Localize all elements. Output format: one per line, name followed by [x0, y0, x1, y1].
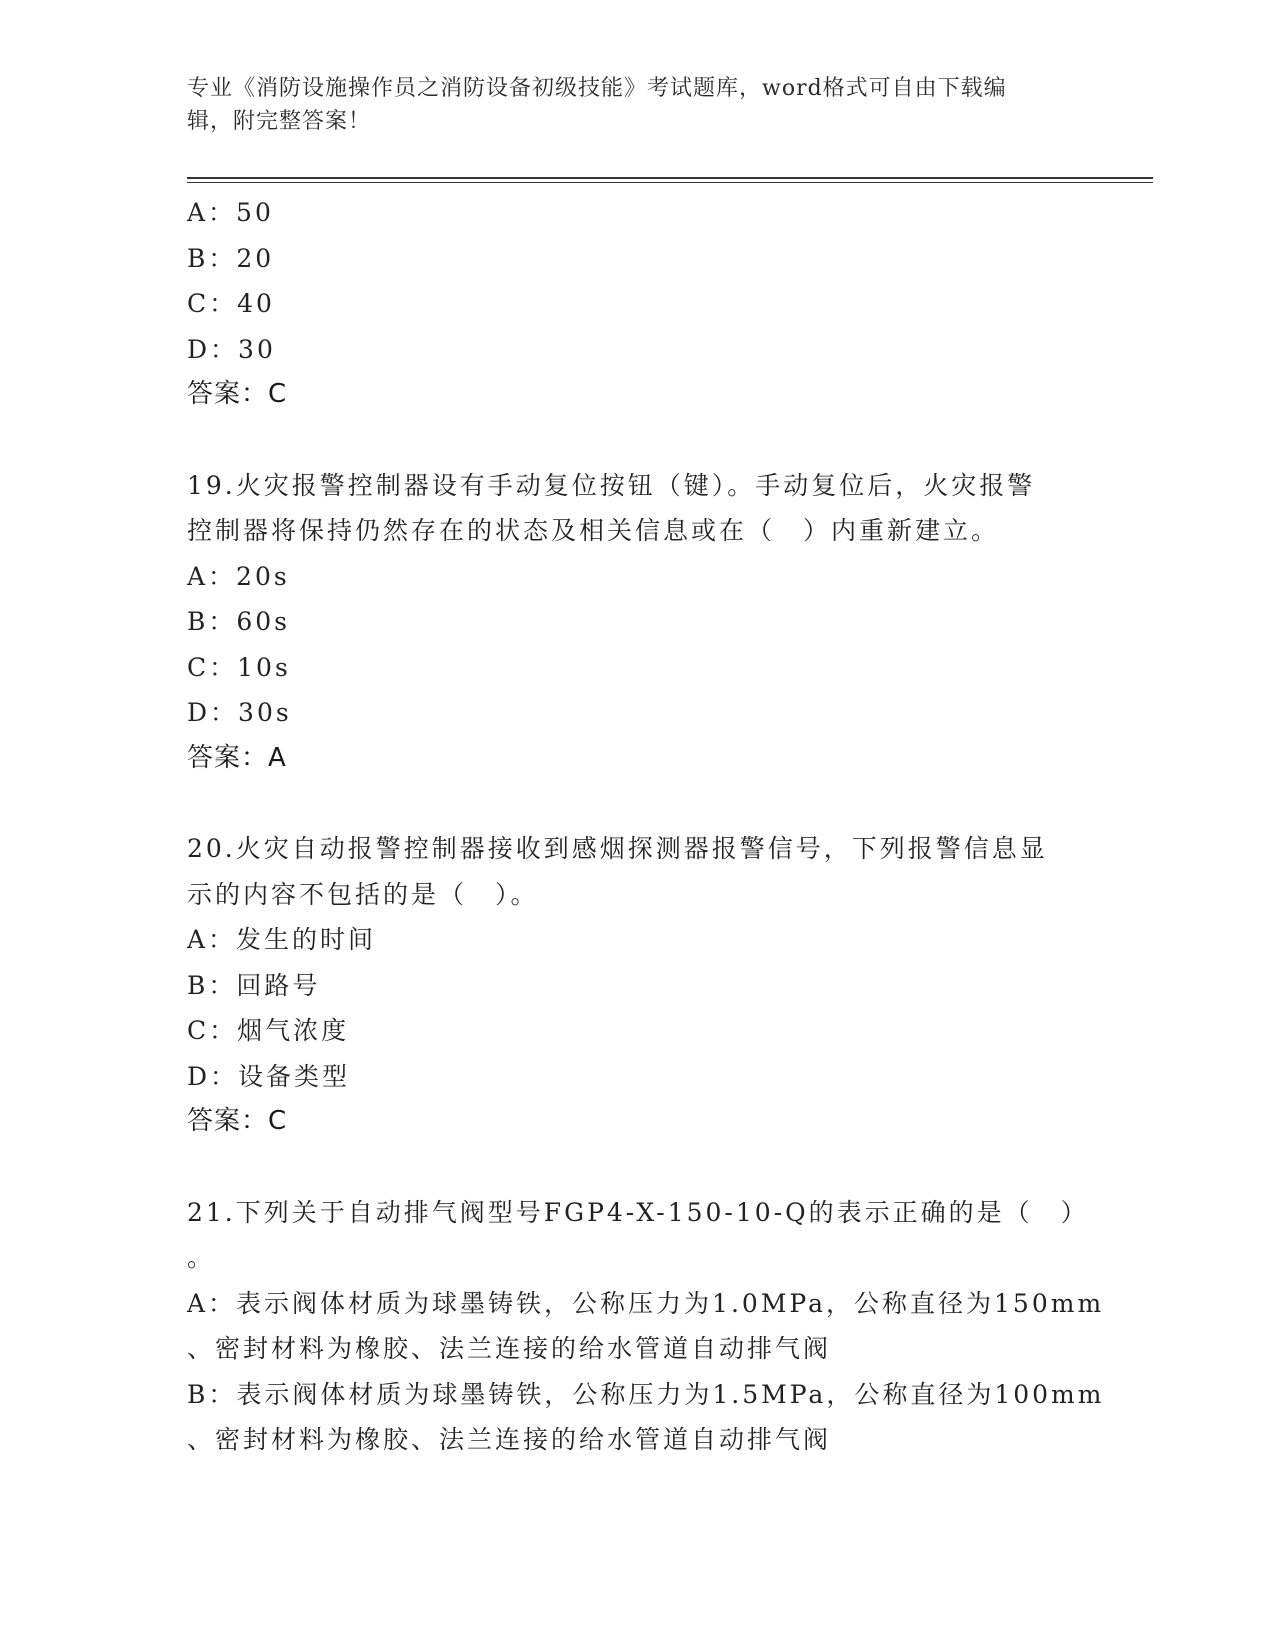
option-a-continued: 、密封材料为橡胶、法兰连接的给水管道自动排气阀 — [187, 1334, 832, 1363]
question-stem-line: 示的内容不包括的是（ ）。 — [187, 879, 539, 909]
option-a: A：表示阀体材质为球墨铸铁，公称压力为1.0MPa，公称直径为150mm — [187, 1288, 1105, 1318]
question-stem-line: 控制器将保持仍然存在的状态及相关信息或在（ ）内重新建立。 — [187, 516, 1000, 545]
option-c: C：烟气浓度 — [187, 1016, 350, 1045]
spacer — [187, 418, 1067, 463]
option-d: D：30s — [187, 698, 292, 727]
document-header — [187, 72, 1067, 138]
question-stem-line: 21.下列关于自动排气阀型号FGP4-X-150-10-Q的表示正确的是（ ） — [187, 1197, 1089, 1227]
header-line-1: 专业《消防设施操作员之消防设备初级技能》考试题库，word格式可自由下载编 — [187, 76, 1007, 101]
option-b: B：60s — [187, 607, 291, 636]
spacer — [187, 781, 1067, 826]
question-stem-line: 19.火灾报警控制器设有手动复位按钮（键）。手动复位后，火灾报警 — [187, 470, 1036, 500]
option-c: C：40 — [187, 289, 275, 318]
option-b: B：表示阀体材质为球墨铸铁，公称压力为1.5MPa，公称直径为100mm — [187, 1379, 1105, 1409]
question-block-20 — [187, 826, 1067, 1145]
option-a: A：发生的时间 — [187, 925, 377, 954]
question-block-21 — [187, 1190, 1105, 1463]
spacer — [187, 1145, 1067, 1190]
header-divider-thick — [187, 177, 1153, 179]
option-b: B：20 — [187, 243, 275, 273]
option-d: D：30 — [187, 334, 276, 364]
document-body — [187, 190, 1105, 1463]
question-block-19 — [187, 463, 1067, 782]
option-b-continued: 、密封材料为橡胶、法兰连接的给水管道自动排气阀 — [187, 1425, 832, 1454]
question-stem-line: 。 — [187, 1243, 216, 1272]
option-a: A：50 — [187, 198, 274, 227]
option-a: A：20s — [187, 561, 290, 591]
question-stem-line: 20.火灾自动报警控制器接收到感烟探测器报警信号，下列报警信息显 — [187, 834, 1048, 863]
answer-line: 答案：A — [187, 742, 287, 773]
option-d: D：设备类型 — [187, 1061, 351, 1091]
question-block-18 — [187, 190, 1067, 418]
header-divider-thin — [187, 182, 1153, 183]
answer-line: 答案：C — [187, 379, 288, 409]
answer-line: 答案：C — [187, 1106, 288, 1136]
option-c: C：10s — [187, 652, 291, 682]
option-b: B：回路号 — [187, 970, 321, 1000]
header-line-2: 辑，附完整答案！ — [187, 109, 372, 134]
